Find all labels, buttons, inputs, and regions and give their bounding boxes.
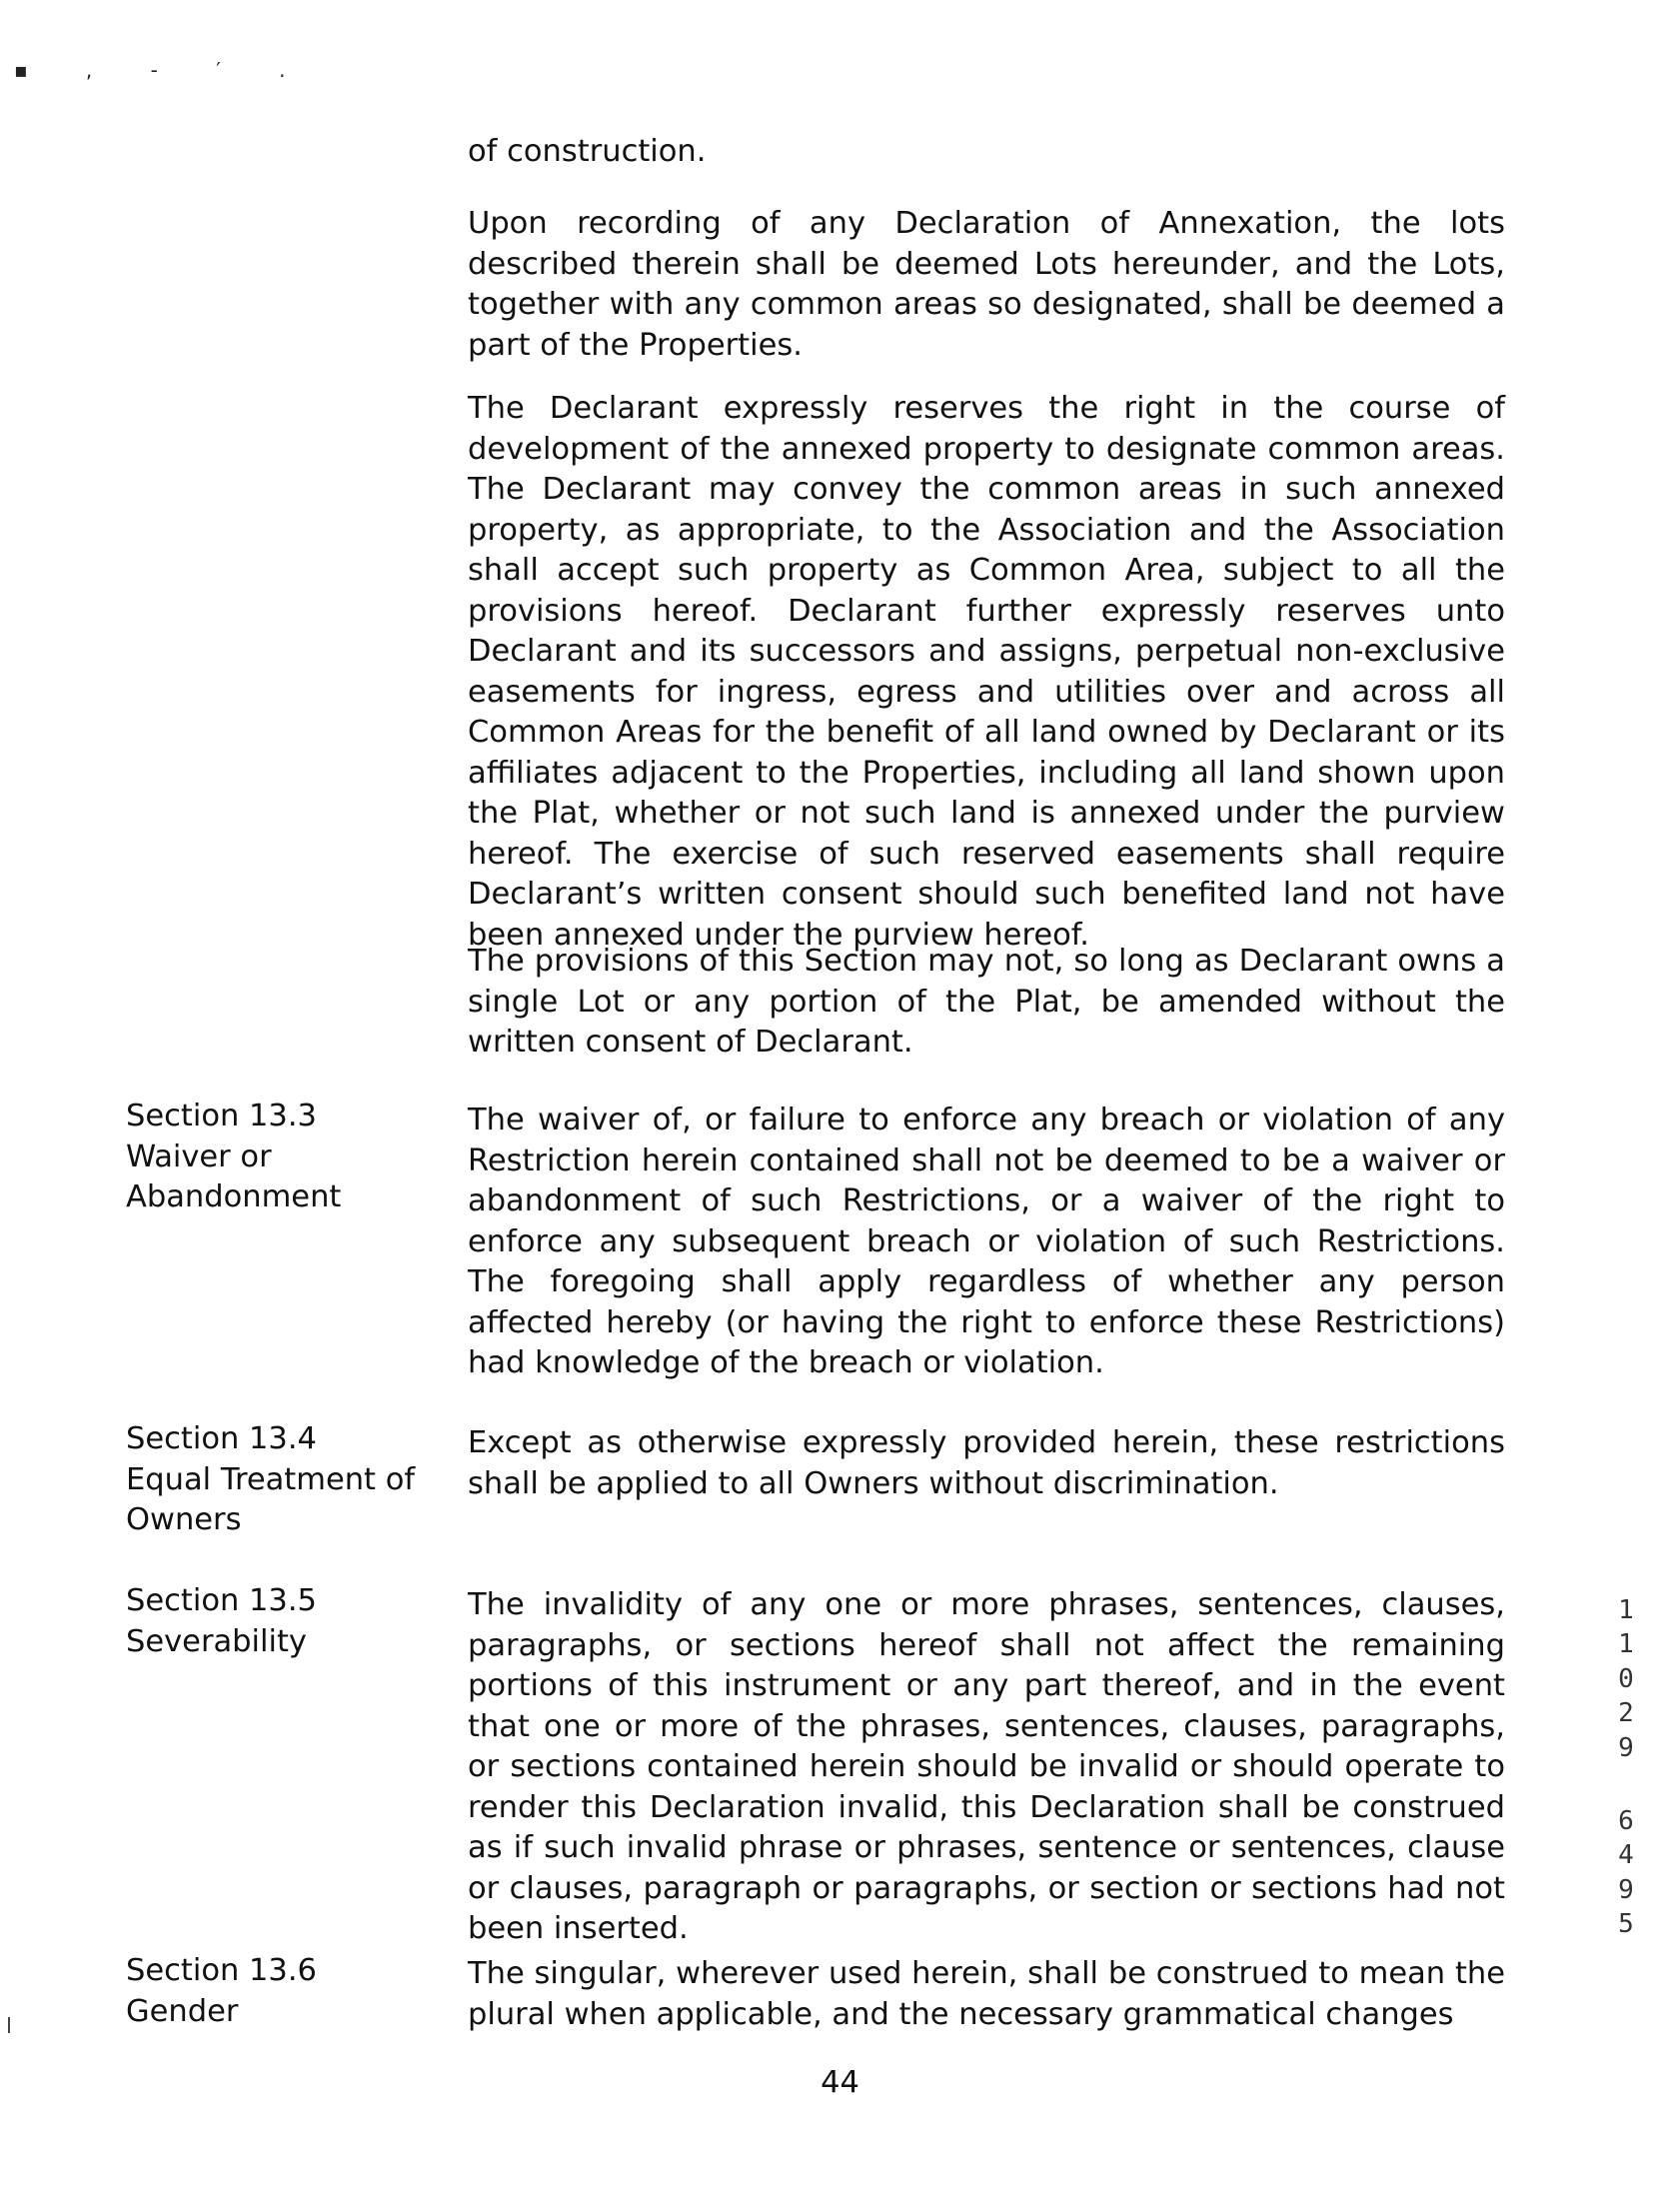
scan-edge-mark xyxy=(8,2017,10,2033)
section-13-4-text: Except as otherwise expressly provided herein, these restrictions shall be applied to all Owners without discrimination. xyxy=(468,1425,1505,1501)
section-title-line: Gender xyxy=(126,1993,239,2029)
section-title-line: Abandonment xyxy=(126,1179,342,1214)
section-13-5-label xyxy=(126,1581,446,1662)
stamp-digit: 1 xyxy=(1618,1629,1634,1660)
section-number: Section 13.3 xyxy=(126,1099,317,1133)
stamp-digit: 4 xyxy=(1618,1840,1634,1871)
stamp-digit: 0 xyxy=(1618,1663,1634,1694)
section-13-3-text: The waiver of, or failure to enforce any breach or violation of any Restriction herein contained shall not be deemed to be a waiver or abandonment of such Restrictions, or a waiver of the right to enforce any subsequent breach or violation of such Restrictions. The foregoing shall apply regardless of whether any person affected hereby (or having the right to enforce these Restrictions) had knowledge of the breach or violation. xyxy=(468,1103,1505,1380)
stamp-digit: 5 xyxy=(1618,1908,1634,1939)
stamp-digit: 6 xyxy=(1618,1805,1634,1836)
paragraph-annexation: Upon recording of any Declaration of Annexation, the lots described therein shall be deemed Lots hereunder, and the Lots, together with any common areas so designated, shall be deemed a part of the Properties. xyxy=(468,206,1505,363)
section-number: Section 13.5 xyxy=(126,1583,317,1618)
stamp-digit: 9 xyxy=(1618,1874,1634,1905)
scan-marks: ▪ , - ′ . xyxy=(14,58,312,82)
stamp-digit: 2 xyxy=(1618,1698,1634,1729)
stamp-digit: 1 xyxy=(1618,1595,1634,1625)
stamp-digit: 9 xyxy=(1618,1732,1634,1763)
section-13-4-label xyxy=(126,1419,446,1541)
paragraph-continuation: of construction. xyxy=(468,134,707,169)
section-13-5-text: The invalidity of any one or more phrases, sentences, clauses, paragraphs, or sections hereof shall not affect the remaining portions of this instrument or any part thereof, and in the event that one or more of the phrases, sentences, clauses, paragraphs, or sections contained herein should be invalid or should operate to render this Declaration invalid, this Declaration shall be construed as if such invalid phrase or phrases, sentence or sentences, clause or clauses, paragraph or paragraphs, or section or sections had not been inserted. xyxy=(468,1587,1505,1946)
section-13-6-label xyxy=(126,1951,446,2032)
paragraph-reserved-rights: The Declarant expressly reserves the right in the course of development of the annexed property to designate common areas. The Declarant may convey the common areas in such annexed property, as appropriate, to the Association and the Association shall accept such property as Common Area, subject to all the provisions hereof. Declarant further expressly reserves unto Declarant and its successors and assigns, perpetual non-exclusive easements for ingress, egress and utilities over and across all Common Areas for the benefit of all land owned by Declarant or its affiliates adjacent to the Properties, including all land shown upon the Plat, whether or not such land is annexed under the purview hereof. The exercise of such reserved easements shall require Declarant’s written consent should such benefited land not have been annexed under the purview hereof. xyxy=(468,391,1505,953)
section-title-line: Equal Treatment of xyxy=(126,1461,416,1497)
section-title-line: Severability xyxy=(126,1623,307,1659)
paragraph-amendment: The provisions of this Section may not, so long as Declarant owns a single Lot or any portion of the Plat, be amended without the written consent of Declarant. xyxy=(468,944,1505,1060)
page-number: 44 xyxy=(821,2065,859,2100)
recording-stamp xyxy=(1604,1597,1648,1937)
section-13-6-text: The singular, wherever used herein, shall be construed to mean the plural when applicable, and the necessary grammatical changes xyxy=(468,1956,1505,2032)
section-13-3-label xyxy=(126,1097,446,1218)
section-number: Section 13.6 xyxy=(126,1953,317,1988)
section-number: Section 13.4 xyxy=(126,1421,317,1456)
section-title-line: Waiver or xyxy=(126,1138,272,1174)
section-title-line: Owners xyxy=(126,1502,242,1537)
